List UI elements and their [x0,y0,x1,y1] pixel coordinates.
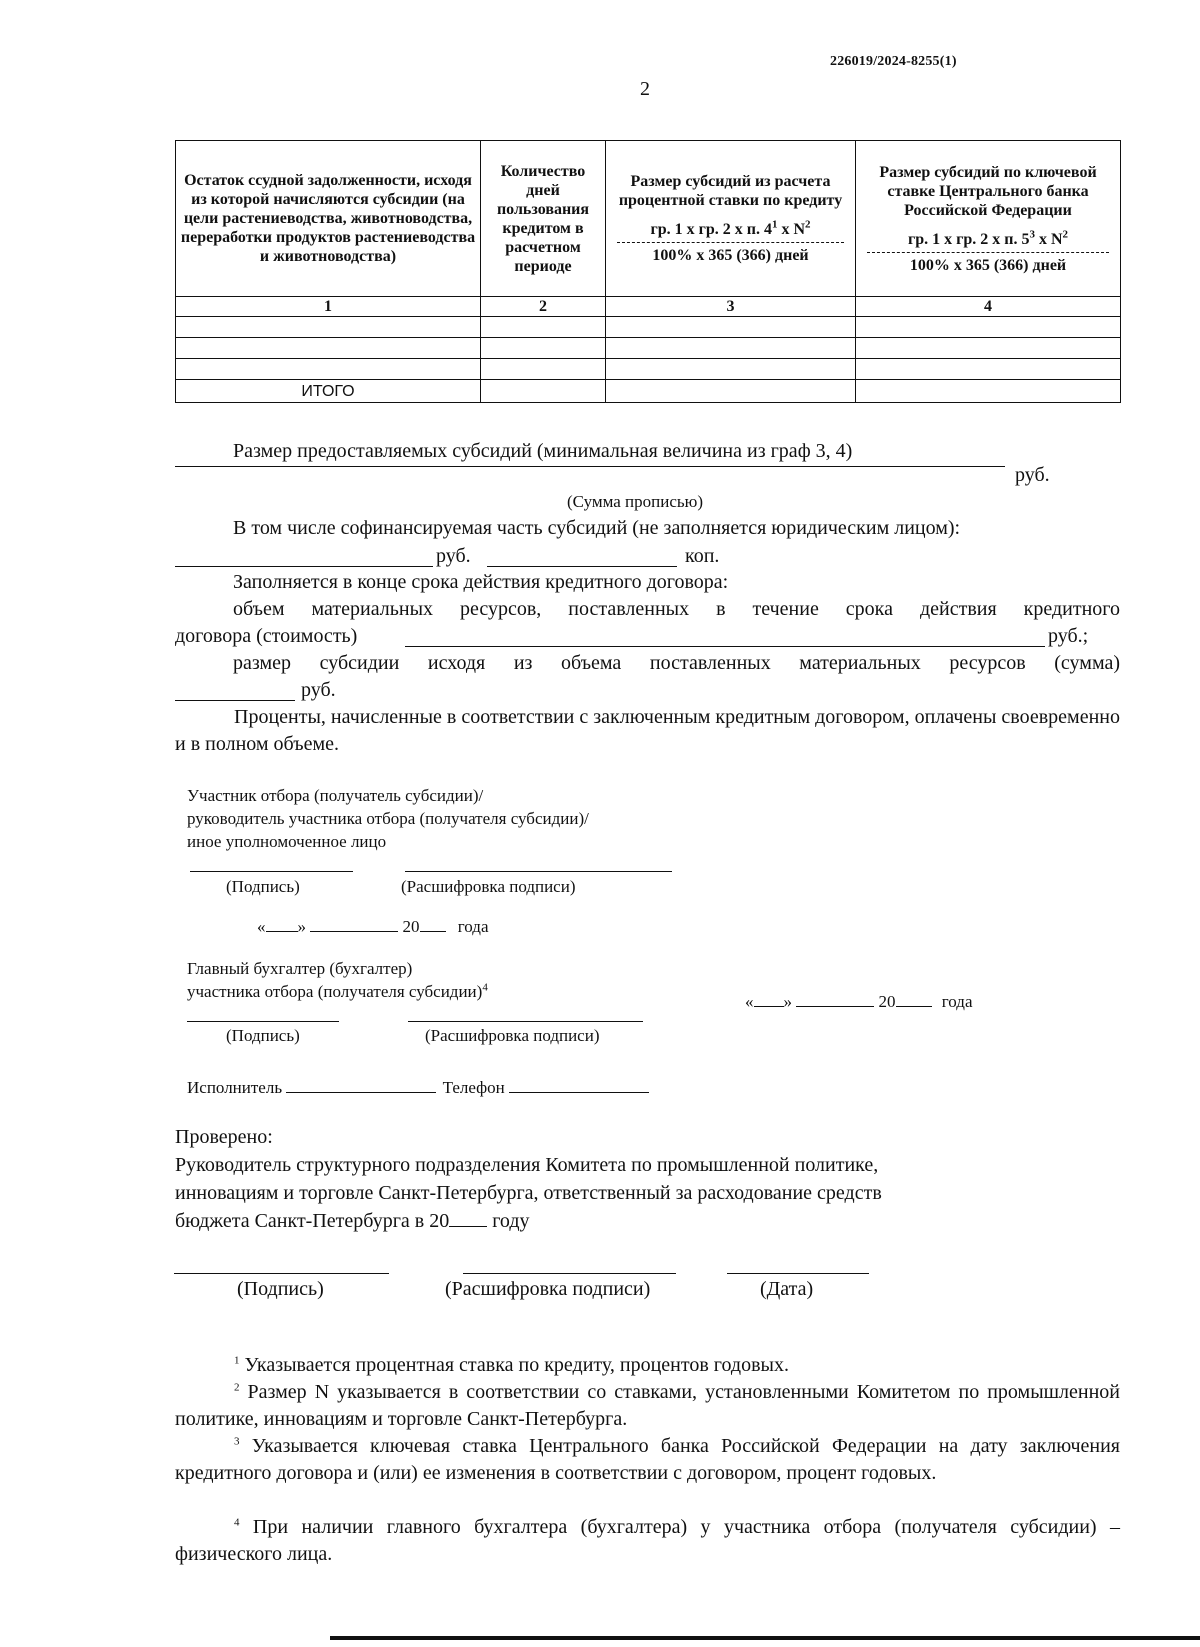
rub-semicolon-label: руб.; [1048,625,1089,647]
cofinanced-rub-field[interactable] [175,566,433,567]
formula-col4-numerator: гр. 1 х гр. 2 х п. $5^3$ х $N^2$ [867,230,1109,253]
document-number: 226019/2024-8255(1) [830,54,957,69]
signature-caption: (Подпись) [226,877,300,896]
header-loan-balance: Остаток ссудной задолженности, исходя из которой начисляются субсидии (на цели растениеводства, животноводства, переработки продуктов растениеводства и животноводства) [176,141,481,297]
verifier-signature-field[interactable] [174,1273,389,1274]
column-number: 3 [606,297,856,317]
rub-label: руб. [436,545,471,567]
footnote-1: $^1$ Указывается процентная ставка по кредиту, процентов годовых. [234,1354,789,1376]
total-label: ИТОГО [176,380,481,403]
table-cell[interactable] [481,317,606,338]
decoding-caption: (Расшифровка подписи) [401,877,576,896]
table-header-row [176,141,1121,297]
kop-label: коп. [685,545,720,567]
formula-col4-denominator: 100% х 365 (366) дней [909,256,1067,274]
verified-line1: Руководитель структурного подразделения Комитета по промышленной политике, [175,1154,879,1176]
accountant-decoding-field[interactable] [408,1021,643,1022]
participant-signature-field[interactable] [190,871,353,872]
rub-label: руб. [301,679,336,701]
page-bottom-rule [330,1636,1200,1640]
accountant-date: « » 20 года [745,988,973,1013]
budget-year-field[interactable] [449,1208,487,1227]
sum-in-words-field[interactable] [175,466,1005,467]
formula-col3-numerator: гр. 1 х гр. 2 х п. $4^1$ х $N^2$ [617,220,844,243]
table-cell[interactable] [606,359,856,380]
verifier-decoding-caption: (Расшифровка подписи) [445,1278,651,1300]
column-number: 2 [481,297,606,317]
table-row [176,338,1121,359]
verified-line2: инновациям и торговле Санкт-Петербурга, ответственный за расходование средств [175,1182,882,1204]
table-cell[interactable] [176,317,481,338]
day-field[interactable] [266,913,298,932]
participant-date: « » 20 года [257,913,489,938]
table-cell[interactable] [606,338,856,359]
accountant-title-line1: Главный бухгалтер (бухгалтер) [187,959,413,978]
signature-caption: (Подпись) [226,1026,300,1045]
table-row [176,317,1121,338]
verified-line3: бюджета Санкт-Петербурга в 20 году [175,1210,530,1232]
decoding-caption: (Расшифровка подписи) [425,1026,600,1045]
participant-title-line2: руководитель участника отбора (получателя субсидии)/ [187,809,589,828]
phone-field[interactable] [509,1074,649,1093]
materials-cost-label: договора (стоимость) [175,625,358,647]
header-subsidy-by-rate: Размер субсидий из расчета процентной ставки по кредиту гр. 1 х гр. 2 х п. $4^1$ х $N^2$ 100% х 365 (366) дней [606,141,856,297]
executor-phone-line: Исполнитель Телефон [187,1074,649,1099]
table-cell[interactable] [856,338,1121,359]
materials-volume-label: объем материальных ресурсов, поставленных в течение срока действия кредитного [233,598,1120,620]
interest-paid-statement: Проценты, начисленные в соответствии с заключенным кредитным договором, оплачены своевременно и в полном объеме. [175,706,1120,755]
table-row [176,359,1121,380]
participant-title-line3: иное уполномоченное лицо [187,832,387,851]
verifier-signature-caption: (Подпись) [237,1278,324,1300]
formula-col3-denominator: 100% х 365 (366) дней [652,247,809,264]
page-number: 2 [640,78,650,100]
sum-words-caption: (Сумма прописью) [567,492,703,511]
month-field[interactable] [796,988,874,1007]
materials-cost-field[interactable] [405,646,1045,647]
table-cell[interactable] [856,317,1121,338]
rub-label: руб. [1015,464,1050,486]
total-row [176,380,1121,403]
table-cell[interactable] [176,338,481,359]
end-of-term-label: Заполняется в конце срока действия кредитного договора: [233,571,729,593]
month-field[interactable] [310,913,398,932]
table-cell[interactable] [481,338,606,359]
year-field[interactable] [420,913,446,932]
participant-title-line1: Участник отбора (получатель субсидии)/ [187,786,484,805]
column-number-row [176,297,1121,317]
header-subsidy-by-key-rate: Размер субсидий по ключевой ставке Центрального банка Российской Федерации гр. 1 х гр. 2 х п. $5^3$ х $N^2$ 100% х 365 (366) дней [856,141,1121,297]
cofinanced-kop-field[interactable] [487,566,677,567]
column-number: 4 [856,297,1121,317]
table-cell[interactable] [856,380,1121,403]
table-cell[interactable] [606,317,856,338]
footnote-3: $^3$ Указывается ключевая ставка Центрального банка Российской Федерации на дату заключения кредитного договора и (или) ее изменения в соответствии с договором, процент годовых. [175,1435,1120,1484]
subsidy-size-field[interactable] [175,700,295,701]
footnote-2: $^2$ Размер N указывается в соответствии со ставками, установленными Комитетом по промышленной политике, инновациям и торговле Санкт-Петербурга. [175,1381,1120,1430]
accountant-title-line2: участника отбора (получателя субсидии)$^4$ [187,981,488,1001]
footnote-4: $^4$ При наличии главного бухгалтера (бухгалтера) у участника отбора (получателя субсидии) – физического лица. [175,1516,1121,1565]
day-field[interactable] [754,988,784,1007]
participant-decoding-field[interactable] [405,871,672,872]
subsidy-size-label: размер субсидии исходя из объема поставленных материальных ресурсов (сумма) [233,652,1120,674]
table-cell[interactable] [481,380,606,403]
cofinanced-part-label: В том числе софинансируемая часть субсидий (не заполняется юридическим лицом): [233,517,961,539]
accountant-signature-field[interactable] [187,1021,339,1022]
year-field[interactable] [896,988,932,1007]
table-cell[interactable] [481,359,606,380]
executor-field[interactable] [286,1074,436,1093]
header-days-count: Количество дней пользования кредитом в расчетном периоде [481,141,606,297]
verifier-date-caption: (Дата) [760,1278,814,1300]
table-cell[interactable] [856,359,1121,380]
verified-title: Проверено: [175,1126,273,1148]
column-number: 1 [176,297,481,317]
verifier-decoding-field[interactable] [463,1273,676,1274]
verifier-date-field[interactable] [727,1273,869,1274]
table-cell[interactable] [606,380,856,403]
subsidy-amount-label: Размер предоставляемых субсидий (минимальная величина из граф 3, 4) [233,440,853,462]
table-cell[interactable] [176,359,481,380]
subsidy-calculation-table [175,140,1121,403]
